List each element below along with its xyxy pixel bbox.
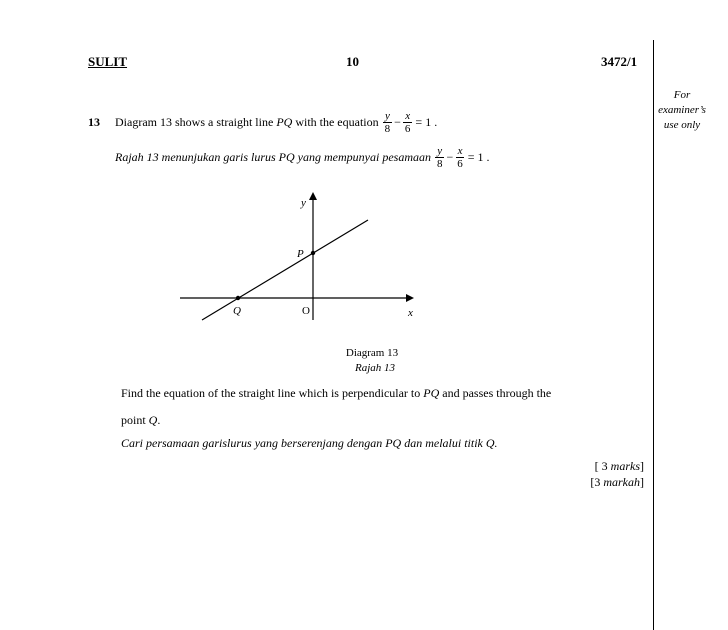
frac-denominator: 6 [457,158,463,170]
minus-sign: − [394,115,401,129]
task-en-line1 [121,386,551,401]
intro-ms-pq: PQ [278,150,295,164]
y-axis-label: y [301,197,306,209]
origin-label: O [302,305,310,317]
diagram-caption-en: Diagram 13 [345,347,399,359]
intro-en-text-after: with the equation [292,115,382,129]
point-q-label: Q [233,305,241,317]
marks-ms-open: [3 [590,475,604,489]
marks-en-close: ] [640,459,644,473]
intro-ms-text-after: yang mempunyai pesamaan [294,150,434,164]
task-en-text-before: Find the equation of the straight line which is perpendicular to [121,386,424,400]
intro-en-text-before: Diagram 13 shows a straight line [115,115,277,129]
point-p-dot [311,251,315,255]
header-sulit: SULIT [88,54,128,69]
diagram-caption-ms: Rajah 13 [354,362,396,374]
intro-ms-text-before: Rajah 13 menunjukan garis lurus [115,150,279,164]
task-en-text-after: and passes through the [439,386,552,400]
marks-ms [590,475,644,490]
marks-ms-close: ] [640,475,644,489]
frac-denominator: 6 [404,123,411,135]
marks-en-word: marks [610,459,640,473]
equation-rhs: = 1 . [415,115,438,129]
marks-en [595,459,644,474]
x-axis-label: x [408,307,413,319]
task-en-line2 [121,413,160,428]
marks-ms-word: markah [603,475,640,489]
frac-denominator: 8 [436,158,443,170]
frac-numerator: y [384,110,390,122]
frac-numerator: x [405,110,411,122]
frac-numerator: x [457,145,463,157]
line-pq [202,220,368,320]
point-q-dot [236,296,240,300]
task-en-pq: PQ [423,386,440,400]
task-en-point-text: point [121,413,149,427]
frac-denominator: 8 [384,123,391,135]
point-p-label: P [297,248,304,260]
task-en-q: Q [148,413,158,427]
frac-numerator: y [437,145,443,157]
intro-en-pq: PQ [276,115,293,129]
equation-rhs: = 1 . [467,150,490,164]
examiner-note-line2: examiner’s [658,104,706,116]
page-number: 10 [346,54,359,69]
minus-sign: − [446,150,454,164]
task-ms: Cari persamaan garislurus yang berserenjang dengan PQ dan melalui titik Q. [121,436,498,450]
paper-code: 3472/1 [601,54,638,69]
task-en-period: . [157,413,161,427]
question-number: 13 [88,115,100,129]
marks-en-open: [ 3 [594,459,611,473]
examiner-note-line1: For [673,89,691,101]
examiner-note-line3: use only [663,119,701,131]
